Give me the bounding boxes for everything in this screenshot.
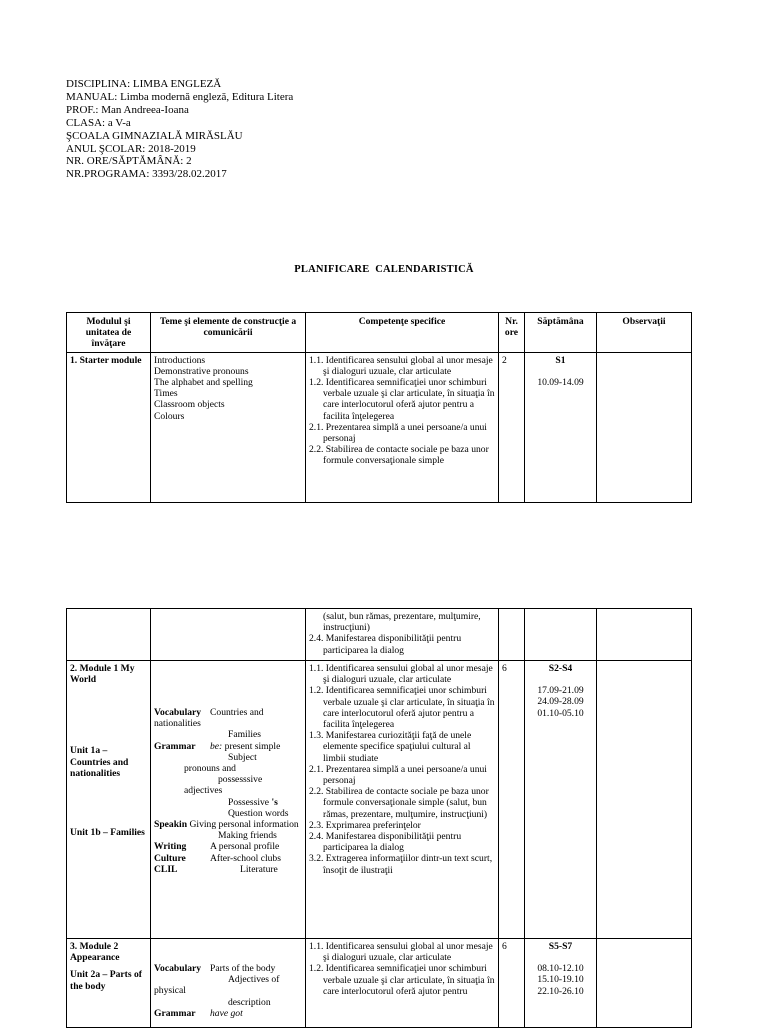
competence-item: 1.1. Identificarea sensului global al unor mesaje şi dialoguri uzuale, clar articulate — [309, 941, 493, 964]
theme-value: be: — [210, 740, 223, 752]
theme-value: Making friends — [218, 830, 277, 842]
notes-cell — [597, 661, 692, 939]
module-cell — [67, 609, 151, 661]
theme-value: Parts of the body — [210, 963, 276, 974]
header-line-discipline: DISCIPLINA: LIMBA ENGLEZĂ — [66, 78, 222, 90]
competence-item: 3.2. Extragerea informaţiilor dintr-un text scurt, însoţit de ilustraţii — [309, 853, 493, 876]
theme-item: Colours — [154, 410, 185, 422]
notes-cell — [597, 609, 692, 661]
themes-cell — [151, 609, 306, 661]
header-line-manual: MANUAL: Limba modernă engleză, Editura Litera — [66, 90, 294, 103]
theme-value: present simple — [224, 740, 281, 752]
theme-label-clil: CLIL — [154, 863, 178, 875]
theme-value: Adjectives of — [228, 974, 280, 986]
theme-label-grammar: Grammar — [154, 740, 196, 752]
competences-cell — [306, 661, 499, 939]
week-dates: 15.10-19.10 — [537, 974, 584, 986]
header-week: Săptămâna — [525, 313, 597, 353]
week-cell — [525, 939, 597, 1028]
unit-title: Unit 1a – Countries and nationalities — [70, 745, 129, 779]
table-row — [67, 661, 692, 939]
week-cell — [525, 352, 597, 502]
themes-cell — [151, 661, 306, 939]
theme-value: Possessive — [228, 796, 270, 808]
competence-item: 2.1. Prezentarea simplă a unei persoane/a unui personaj — [309, 763, 487, 787]
module-cell: 1. Starter module — [67, 352, 151, 502]
notes-cell — [597, 939, 692, 1028]
module-cell — [67, 939, 151, 1028]
theme-value: Countries and nationalities — [154, 707, 264, 730]
week-cell — [525, 609, 597, 661]
theme-value: Question words — [228, 807, 289, 819]
table-row — [67, 939, 692, 1028]
module-title: 3. Module 2 Appearance — [70, 941, 120, 964]
theme-value: Families — [228, 729, 262, 741]
document-title: PLANIFICARE CALENDARISTICĂ — [294, 264, 474, 275]
header-hours: Nr. ore — [499, 313, 525, 353]
header-line-school: ŞCOALA GIMNAZIALĂ MIRĂSLĂU — [66, 129, 243, 142]
week-dates: 08.10-12.10 — [537, 963, 584, 975]
header-line-class: CLASA: a V-a — [66, 116, 131, 129]
themes-cell — [151, 939, 306, 1028]
header-line-hours: NR. ORE/SĂPTĂMÂNĂ: 2 — [66, 155, 192, 168]
theme-value: pronouns and — [184, 763, 236, 775]
header-line-school-year: ANUL ŞCOLAR: 2018-2019 — [66, 142, 196, 155]
competence-item: 2.4. Manifestarea disponibilităţii pentru participarea la dialog — [309, 633, 462, 656]
planning-table-1 — [66, 312, 692, 503]
theme-item: Times — [154, 388, 178, 400]
theme-item: Classroom objects — [154, 399, 225, 411]
competences-cell — [306, 609, 499, 661]
header-line-program: NR.PROGRAMA: 3393/28.02.2017 — [66, 168, 227, 181]
theme-value: 's — [271, 796, 278, 808]
theme-label-writing: Writing — [154, 841, 187, 853]
competences-cell — [306, 352, 499, 502]
competence-item: 1.2. Identificarea semnificaţiei unor schimburi verbale uzuale şi clar articulate, în situaţia în care interlocutorul oferă ajutor pentru a facilita înţelegerea — [309, 377, 495, 422]
competence-item: 1.1. Identificarea sensului global al unor mesaje şi dialoguri uzuale, clar articulate — [309, 354, 493, 377]
week-dates: 17.09-21.09 — [537, 685, 584, 697]
planning-table-2 — [66, 608, 692, 1028]
theme-label-speaking: Speakin — [154, 819, 188, 831]
competence-item: 1.3. Manifestarea curiozităţii faţă de unele elemente specifice spaţiului cultural al limbii studiate — [309, 730, 472, 764]
competence-item: 1.2. Identificarea semnificaţiei unor schimburi verbale uzuale şi clar articulate, în situaţia în care interlocutorul oferă ajutor pentru a facilita înţelegerea — [309, 685, 495, 731]
theme-item: Introductions — [154, 354, 206, 366]
competence-item: 1.1. Identificarea sensului global al unor mesaje şi dialoguri uzuale, clar articulate — [309, 663, 493, 686]
unit-title: Unit 2a – Parts of the body — [70, 969, 142, 992]
competences-cell — [306, 939, 499, 1028]
week-dates: 01.10-05.10 — [537, 707, 584, 719]
week-cell — [525, 661, 597, 939]
competence-item: 1.2. Identificarea semnificaţiei unor schimburi verbale uzuale şi clar articulate, în situaţia în care interlocutorul oferă ajutor pentru — [309, 963, 495, 997]
week-label: S2-S4 — [548, 663, 573, 674]
header-module: Modulul şi unitatea de învăţare — [67, 313, 151, 353]
theme-value: Subject — [228, 751, 257, 763]
theme-value: Giving personal information — [189, 819, 299, 831]
module-title: 2. Module 1 My World — [70, 663, 135, 686]
theme-label-vocabulary: Vocabulary — [154, 963, 202, 974]
table-header-row — [67, 313, 692, 353]
theme-value: possesssive — [218, 774, 263, 786]
hours-cell: 2 — [499, 352, 525, 502]
theme-value: Literature — [240, 863, 278, 875]
table-row — [67, 352, 692, 502]
notes-cell — [597, 352, 692, 502]
theme-label-culture: Culture — [154, 852, 186, 864]
week-label: S5-S7 — [548, 941, 573, 952]
table-row-continued — [67, 609, 692, 661]
module-cell — [67, 661, 151, 939]
themes-cell — [151, 352, 306, 502]
competence-item: 2.1. Prezentarea simplă a unei persoane/a unui personaj — [309, 421, 487, 445]
theme-value: have got — [210, 1007, 243, 1019]
theme-value: A personal profile — [210, 841, 280, 853]
hours-cell: 6 — [499, 939, 525, 1028]
header-notes: Observaţii — [597, 313, 692, 353]
hours-cell — [499, 609, 525, 661]
week-dates: 24.09-28.09 — [537, 696, 584, 708]
competence-item: 2.2. Stabilirea de contacte sociale pe baza unor formule conversaţionale simple (salut, bun rămas, prezentare, mulţumire, instrucţiuni) — [309, 786, 489, 820]
competence-item: 2.2. Stabilirea de contacte sociale pe baza unor formule conversaţionale simple — [309, 444, 489, 467]
theme-label-grammar: Grammar — [154, 1007, 196, 1019]
unit-title: Unit 1b – Families — [70, 827, 145, 839]
week-dates: 10.09-14.09 — [537, 376, 584, 388]
theme-item: Demonstrative pronouns — [154, 365, 249, 377]
header-competences: Competenţe specifice — [306, 313, 499, 353]
theme-item: The alphabet and spelling — [154, 377, 253, 389]
week-label: S1 — [555, 354, 566, 366]
theme-value: adjectives — [184, 785, 223, 797]
document-header — [66, 78, 293, 181]
theme-label-vocabulary: Vocabulary — [154, 707, 202, 718]
theme-value: After-school clubs — [210, 852, 281, 864]
hours-cell: 6 — [499, 661, 525, 939]
theme-value: description — [228, 996, 271, 1008]
header-line-teacher: PROF.: Man Andreea-Ioana — [66, 103, 189, 116]
competence-item: 2.4. Manifestarea disponibilităţii pentru participarea la dialog — [309, 831, 462, 854]
header-themes: Teme şi elemente de construcţie a comunicării — [151, 313, 306, 353]
competence-item: 2.3. Exprimarea preferinţelor — [309, 819, 421, 831]
week-dates: 22.10-26.10 — [537, 985, 584, 997]
theme-value: physical — [154, 985, 186, 997]
competence-item: (salut, bun rămas, prezentare, mulţumire, instrucţiuni) — [323, 611, 481, 634]
